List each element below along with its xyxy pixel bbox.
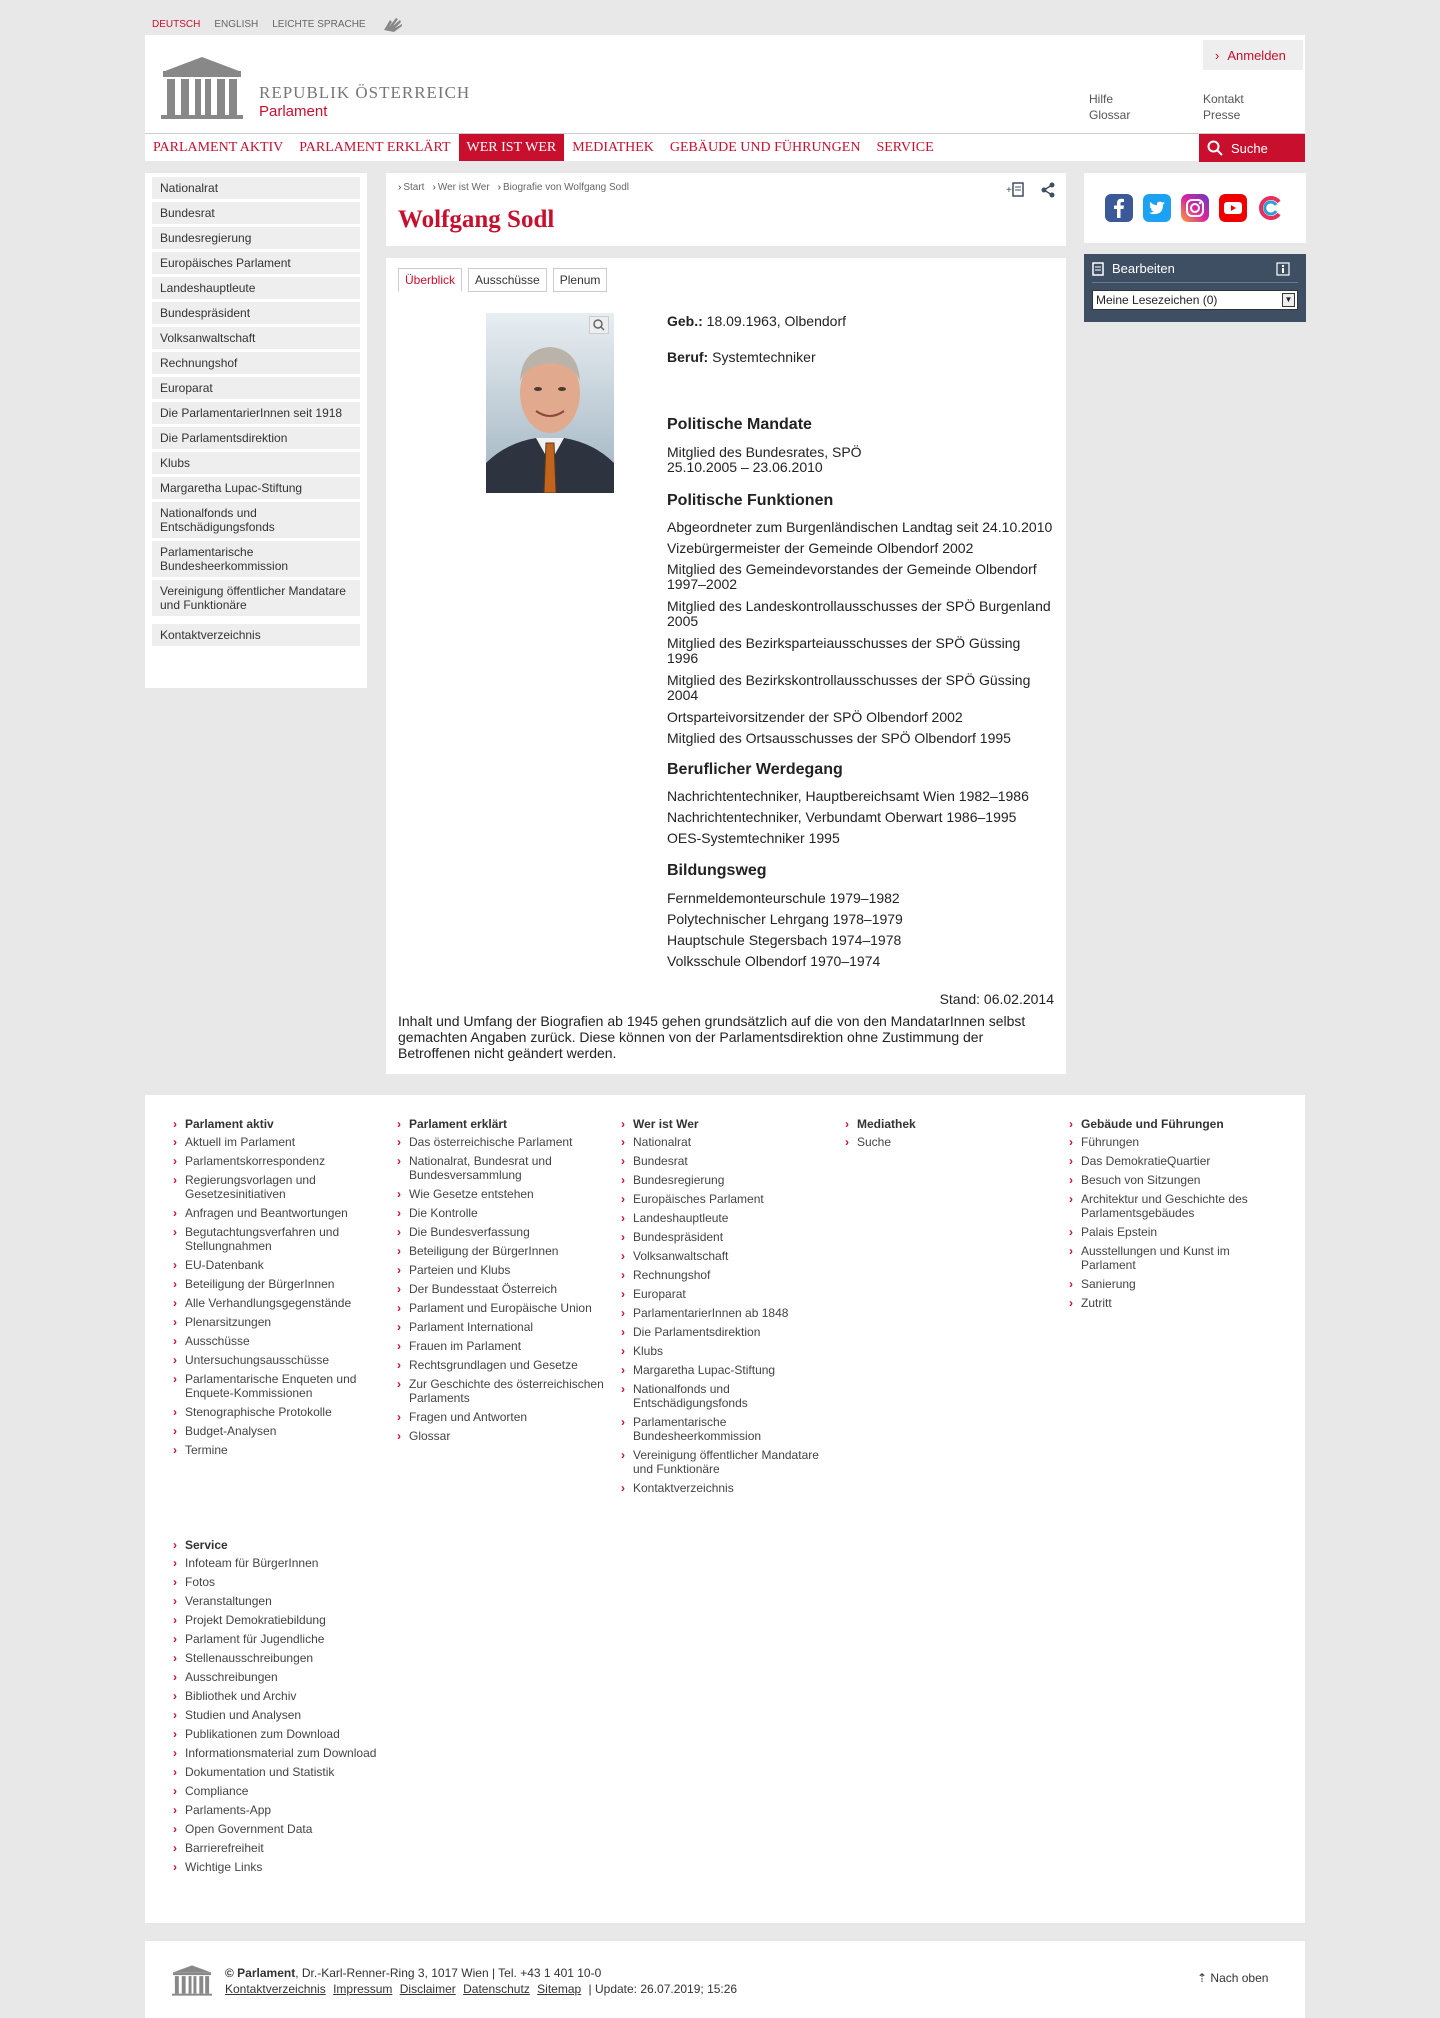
sidebar-item[interactable]: Rechnungshof xyxy=(152,352,360,374)
footer-column xyxy=(397,1117,607,1448)
bookmarks-select[interactable] xyxy=(1092,290,1298,310)
funktion-line: 1996 xyxy=(667,650,699,666)
profession-line xyxy=(667,350,816,365)
funktion-line: 2004 xyxy=(667,687,699,703)
parliament-logo-small-icon[interactable] xyxy=(171,1964,213,1996)
page-title: Wolfgang Sodl xyxy=(398,206,555,233)
footer-link[interactable]: › Margaretha Lupac-Stiftung xyxy=(621,1363,831,1377)
search-icon xyxy=(1207,140,1223,156)
footer-heading[interactable]: › Mediathek xyxy=(845,1117,1055,1131)
bildung-line: Hauptschule Stegersbach 1974–1978 xyxy=(667,932,902,948)
site-header xyxy=(145,35,1305,133)
info-icon[interactable] xyxy=(1276,262,1290,276)
footer-link[interactable]: › Rechnungshof xyxy=(621,1268,831,1282)
footer-link[interactable]: › Bundesregierung xyxy=(621,1173,831,1187)
arrow-up-icon: ⇡ xyxy=(1197,1971,1208,1985)
footer-link[interactable]: › Bundesrat xyxy=(621,1154,831,1168)
search-label: Suche xyxy=(1231,140,1268,156)
footer-link[interactable]: › Veranstaltungen xyxy=(173,1594,383,1608)
podcast-icon[interactable] xyxy=(1257,194,1285,222)
sidebar-item[interactable]: Volksanwaltschaft xyxy=(152,327,360,349)
footer-link[interactable]: › Architektur und Geschichte des Parlamentsgebäudes xyxy=(1069,1192,1279,1220)
footer-link[interactable]: › Parlaments-App xyxy=(173,1803,383,1817)
footer-link[interactable]: › Nationalrat, Bundesrat und Bundesversammlung xyxy=(397,1154,607,1182)
language-bar xyxy=(152,14,406,34)
footer-heading[interactable]: › Gebäude und Führungen xyxy=(1069,1117,1279,1131)
sidebar-item[interactable]: Nationalrat xyxy=(152,177,360,199)
footer-link[interactable]: › Budget-Analysen xyxy=(173,1424,383,1438)
footer-link[interactable]: › Parlamentarische Bundesheerkommission xyxy=(621,1415,831,1443)
update-info: | Update: 26.07.2019; 15:26 xyxy=(588,1982,738,1996)
help-link[interactable]: Hilfe xyxy=(1089,92,1114,106)
funktion-line: Abgeordneter zum Burgenländischen Landtag seit 24.10.2010 xyxy=(667,519,1053,535)
footer-link[interactable]: › Palais Epstein xyxy=(1069,1225,1279,1239)
divider xyxy=(1092,282,1298,283)
footer-link[interactable]: › Open Government Data xyxy=(173,1822,383,1836)
footer-link[interactable]: › Informationsmaterial zum Download xyxy=(173,1746,383,1760)
edit-label[interactable]: Bearbeiten xyxy=(1112,261,1175,276)
footer-column xyxy=(845,1117,1055,1154)
sidebar-item[interactable]: Klubs xyxy=(152,452,360,474)
nav-wer-ist-wer[interactable]: WER IST WER xyxy=(459,134,565,161)
footer-column xyxy=(1069,1117,1279,1315)
sign-language-icon[interactable] xyxy=(380,14,406,34)
bottom-bar xyxy=(145,1941,1305,2018)
profession-value: Systemtechniker xyxy=(712,349,816,365)
footer-link[interactable]: › Fragen und Antworten xyxy=(397,1410,607,1424)
logo-subtitle: Parlament xyxy=(259,103,328,120)
footer-link[interactable]: › Fotos xyxy=(173,1575,383,1589)
portrait-photo[interactable] xyxy=(486,313,614,493)
tab-bar xyxy=(398,268,607,292)
footer-link[interactable]: › Bibliothek und Archiv xyxy=(173,1689,383,1703)
tab-ausschuesse[interactable]: Ausschüsse xyxy=(468,268,547,292)
address: , Dr.-Karl-Renner-Ring 3, 1017 Wien | Tel. +43 1 401 10-0 xyxy=(295,1966,602,1980)
footer-link[interactable]: › Bundespräsident xyxy=(621,1230,831,1244)
footer-link[interactable]: › Die Bundesverfassung xyxy=(397,1225,607,1239)
footer-heading[interactable]: › Parlament aktiv xyxy=(173,1117,383,1131)
footer-link[interactable]: › Vereinigung öffentlicher Mandatare und Funktionäre xyxy=(621,1448,831,1476)
sidebar-item[interactable]: Europarat xyxy=(152,377,360,399)
funktion-line: 2005 xyxy=(667,613,699,629)
footer-link[interactable]: › Aktuell im Parlament xyxy=(173,1135,383,1149)
sidebar-item[interactable]: Europäisches Parlament xyxy=(152,252,360,274)
contact-link[interactable]: Kontakt xyxy=(1203,92,1244,106)
chevron-right-icon: › xyxy=(1215,47,1220,63)
footer-link-sitemap[interactable]: Sitemap xyxy=(537,1982,582,1996)
sidebar-item[interactable]: Die Parlamentsdirektion xyxy=(152,427,360,449)
footer-link[interactable]: › Volksanwaltschaft xyxy=(621,1249,831,1263)
footer-link-impressum[interactable]: Impressum xyxy=(333,1982,393,1996)
footer-link[interactable]: › ParlamentarierInnen ab 1848 xyxy=(621,1306,831,1320)
sidebar-item[interactable]: Margaretha Lupac-Stiftung xyxy=(152,477,360,499)
footer-link[interactable]: › Wichtige Links xyxy=(173,1860,383,1874)
title-panel xyxy=(386,173,1066,246)
footer-column xyxy=(173,1538,383,1879)
werdegang-line: OES-Systemtechniker 1995 xyxy=(667,830,840,846)
footer-link[interactable]: › Europarat xyxy=(621,1287,831,1301)
bildung-line: Fernmeldemonteurschule 1979–1982 xyxy=(667,890,900,906)
funktion-line: Mitglied des Bezirkskontrollausschusses der SPÖ Güssing xyxy=(667,672,1031,688)
mandate-line: 25.10.2005 – 23.06.2010 xyxy=(667,459,823,475)
parliament-logo-icon[interactable] xyxy=(159,55,245,119)
funktion-line: Ortsparteivorsitzender der SPÖ Olbendorf 2002 xyxy=(667,709,963,725)
nav-mediathek[interactable]: MEDIATHEK xyxy=(572,139,654,155)
logo-title: REPUBLIK ÖSTERREICH xyxy=(259,83,471,102)
footer-link[interactable]: › EU-Datenbank xyxy=(173,1258,383,1272)
bio-disclaimer: Inhalt und Umfang der Biografien ab 1945 gehen grundsätzlich auf die von den MandatarInnen selbst gemachten Angaben zurück. Diese können von der Parlamentsdirektion ohne Zustimmung der Betroffenen nicht geändert werden. xyxy=(398,1013,1026,1061)
facebook-icon[interactable] xyxy=(1105,194,1133,222)
breadcrumb-start[interactable]: › Start xyxy=(398,182,424,193)
footer-link[interactable]: › Ausstellungen und Kunst im Parlament xyxy=(1069,1244,1279,1272)
footer-link[interactable]: › Parlamentskorrespondenz xyxy=(173,1154,383,1168)
lang-english[interactable]: ENGLISH xyxy=(214,18,259,30)
footer-link[interactable]: › Stellenausschreibungen xyxy=(173,1651,383,1665)
breadcrumb xyxy=(398,182,629,193)
birth-value: 18.09.1963, Olbendorf xyxy=(706,313,847,329)
nav-service[interactable]: SERVICE xyxy=(876,139,934,155)
heading-bildung: Bildungsweg xyxy=(667,862,767,879)
footer-link[interactable]: › Zutritt xyxy=(1069,1296,1279,1310)
footer-legal xyxy=(225,1965,737,1997)
login-label: Anmelden xyxy=(1227,47,1286,63)
stand-date: Stand: 06.02.2014 xyxy=(939,991,1054,1007)
footer-heading[interactable]: › Parlament erklärt xyxy=(397,1117,607,1131)
footer-link[interactable]: › Die Kontrolle xyxy=(397,1206,607,1220)
footer-column xyxy=(621,1117,831,1500)
sidebar-item[interactable]: Die ParlamentarierInnen seit 1918 xyxy=(152,402,360,424)
footer-link[interactable]: › Ausschüsse xyxy=(173,1334,383,1348)
nav-parlament-aktiv[interactable]: PARLAMENT AKTIV xyxy=(153,139,284,155)
footer-link[interactable]: › Anfragen und Beantwortungen xyxy=(173,1206,383,1220)
footer-link[interactable]: › Suche xyxy=(845,1135,1055,1149)
footer-link[interactable]: › Sanierung xyxy=(1069,1277,1279,1291)
footer-link[interactable]: › Das DemokratieQuartier xyxy=(1069,1154,1279,1168)
sidebar-item[interactable]: Nationalfonds und Entschädigungsfonds xyxy=(152,502,360,538)
footer-link[interactable]: › Termine xyxy=(173,1443,383,1457)
youtube-icon[interactable] xyxy=(1219,194,1247,222)
footer-link[interactable]: › Alle Verhandlungsgegenstände xyxy=(173,1296,383,1310)
footer-link[interactable]: › Die Parlamentsdirektion xyxy=(621,1325,831,1339)
footer-link[interactable]: › Beteiligung der BürgerInnen xyxy=(173,1277,383,1291)
footer-link[interactable]: › Führungen xyxy=(1069,1135,1279,1149)
footer-link[interactable]: › Parlament für Jugendliche xyxy=(173,1632,383,1646)
breadcrumb-wer-ist-wer[interactable]: › Wer ist Wer xyxy=(432,182,489,193)
svg-text:+: + xyxy=(1006,185,1012,196)
footer-link-datenschutz[interactable]: Datenschutz xyxy=(463,1982,530,1996)
biography-panel xyxy=(386,258,1066,1074)
profession-label: Beruf: xyxy=(667,349,709,365)
footer-heading[interactable]: › Wer ist Wer xyxy=(621,1117,831,1131)
footer-link[interactable]: › Compliance xyxy=(173,1784,383,1798)
footer-link[interactable]: › Projekt Demokratiebildung xyxy=(173,1613,383,1627)
heading-werdegang: Beruflicher Werdegang xyxy=(667,761,843,778)
nav-gebaeude-fuehrungen[interactable]: GEBÄUDE UND FÜHRUNGEN xyxy=(669,139,861,155)
footer-link[interactable]: › Landeshauptleute xyxy=(621,1211,831,1225)
footer-column xyxy=(173,1117,383,1462)
bookmarks-select-value: Meine Lesezeichen (0) xyxy=(1096,293,1218,307)
footer-link-disclaimer[interactable]: Disclaimer xyxy=(399,1982,456,1996)
add-bookmark-icon[interactable] xyxy=(1006,181,1026,199)
twitter-icon[interactable] xyxy=(1143,194,1171,222)
footer-link[interactable]: › Rechtsgrundlagen und Gesetze xyxy=(397,1358,607,1372)
search-button[interactable] xyxy=(1199,134,1305,162)
footer-link[interactable]: › Stenographische Protokolle xyxy=(173,1405,383,1419)
footer-link[interactable]: › Frauen im Parlament xyxy=(397,1339,607,1353)
footer-link[interactable]: › Das österreichische Parlament xyxy=(397,1135,607,1149)
mandate-line: Mitglied des Bundesrates, SPÖ xyxy=(667,444,862,460)
footer-link[interactable]: › Parlament und Europäische Union xyxy=(397,1301,607,1315)
funktion-line: Mitglied des Bezirksparteiausschusses der SPÖ Güssing xyxy=(667,635,1021,651)
site-footer xyxy=(145,1095,1305,1923)
util-links-left xyxy=(1089,91,1130,123)
birth-label: Geb.: xyxy=(667,313,703,329)
footer-link[interactable]: › Wie Gesetze entstehen xyxy=(397,1187,607,1201)
funktion-line: Mitglied des Landeskontrollausschusses der SPÖ Burgenland xyxy=(667,598,1051,614)
sidebar-item[interactable]: Landeshauptleute xyxy=(152,277,360,299)
footer-link[interactable]: › Ausschreibungen xyxy=(173,1670,383,1684)
lang-deutsch[interactable]: DEUTSCH xyxy=(152,18,201,30)
portrait-image xyxy=(486,313,614,493)
bookmark-list-icon xyxy=(1092,262,1104,276)
util-links-right xyxy=(1203,91,1244,123)
funktion-line: Vizebürgermeister der Gemeinde Olbendorf 2002 xyxy=(667,540,974,556)
sidebar-item[interactable]: Parlamentarische Bundesheerkommission xyxy=(152,541,360,577)
footer-link[interactable]: › Infoteam für BürgerInnen xyxy=(173,1556,383,1570)
sidebar-nav xyxy=(145,173,367,688)
footer-link[interactable]: › Der Bundesstaat Österreich xyxy=(397,1282,607,1296)
lang-leichte-sprache[interactable]: LEICHTE SPRACHE xyxy=(272,18,366,30)
footer-link[interactable]: › Publikationen zum Download xyxy=(173,1727,383,1741)
footer-link[interactable]: › Nationalfonds und Entschädigungsfonds xyxy=(621,1382,831,1410)
tab-ueberblick[interactable]: Überblick xyxy=(398,268,462,292)
footer-link[interactable]: › Zur Geschichte des österreichischen Parlaments xyxy=(397,1377,607,1405)
footer-link[interactable]: › Barrierefreiheit xyxy=(173,1841,383,1855)
sidebar-item[interactable]: Kontaktverzeichnis xyxy=(152,624,360,646)
sidebar-item[interactable]: Vereinigung öffentlicher Mandatare und Funktionäre xyxy=(152,580,360,616)
funktion-line: Mitglied des Ortsausschusses der SPÖ Olbendorf 1995 xyxy=(667,730,1011,746)
sidebar-item[interactable]: Bundesrat xyxy=(152,202,360,224)
copyright: © Parlament xyxy=(225,1966,296,1980)
footer-link[interactable]: › Parlamentarische Enqueten und Enquete-Kommissionen xyxy=(173,1372,383,1400)
footer-link[interactable]: › Kontaktverzeichnis xyxy=(621,1481,831,1495)
breadcrumb-current: › Biografie von Wolfgang Sodl xyxy=(498,182,629,193)
press-link[interactable]: Presse xyxy=(1203,108,1241,122)
heading-funktionen: Politische Funktionen xyxy=(667,492,834,509)
footer-link[interactable]: › Parlament International xyxy=(397,1320,607,1334)
sidebar-item[interactable]: Bundesregierung xyxy=(152,227,360,249)
back-to-top-label: Nach oben xyxy=(1210,1971,1269,1985)
funktion-line: Mitglied des Gemeindevorstandes der Gemeinde Olbendorf xyxy=(667,561,1037,577)
werdegang-line: Nachrichtentechniker, Verbundamt Oberwart 1986–1995 xyxy=(667,809,1017,825)
footer-link[interactable]: › Beteiligung der BürgerInnen xyxy=(397,1244,607,1258)
nav-parlament-erklaert[interactable]: PARLAMENT ERKLÄRT xyxy=(299,139,451,155)
footer-link[interactable]: › Begutachtungsverfahren und Stellungnahmen xyxy=(173,1225,383,1253)
footer-link[interactable]: › Untersuchungsausschüsse xyxy=(173,1353,383,1367)
birth-line xyxy=(667,314,846,329)
back-to-top-link[interactable] xyxy=(1197,1971,1268,1985)
footer-link[interactable]: › Parteien und Klubs xyxy=(397,1263,607,1277)
login-button[interactable] xyxy=(1203,40,1303,70)
werdegang-line: Nachrichtentechniker, Hauptbereichsamt Wien 1982–1986 xyxy=(667,788,1029,804)
bildung-line: Volksschule Olbendorf 1970–1974 xyxy=(667,953,881,969)
sidebar-item[interactable]: Bundespräsident xyxy=(152,302,360,324)
zoom-icon[interactable] xyxy=(589,316,609,334)
footer-link[interactable]: › Klubs xyxy=(621,1344,831,1358)
footer-link[interactable]: › Plenarsitzungen xyxy=(173,1315,383,1329)
heading-mandate: Politische Mandate xyxy=(667,416,812,433)
footer-link[interactable]: › Dokumentation und Statistik xyxy=(173,1765,383,1779)
footer-link[interactable]: › Regierungsvorlagen und Gesetzesinitiativen xyxy=(173,1173,383,1201)
share-icon[interactable] xyxy=(1040,181,1056,199)
edit-panel xyxy=(1084,254,1306,322)
footer-link[interactable]: › Glossar xyxy=(397,1429,607,1443)
footer-link[interactable]: › Nationalrat xyxy=(621,1135,831,1149)
footer-link[interactable]: › Europäisches Parlament xyxy=(621,1192,831,1206)
main-nav xyxy=(145,133,1305,161)
footer-heading[interactable]: › Service xyxy=(173,1538,383,1552)
footer-link-kontaktverzeichnis[interactable]: Kontaktverzeichnis xyxy=(225,1982,326,1996)
footer-link[interactable]: › Studien und Analysen xyxy=(173,1708,383,1722)
footer-link[interactable]: › Besuch von Sitzungen xyxy=(1069,1173,1279,1187)
tab-plenum[interactable]: Plenum xyxy=(553,268,608,292)
social-links xyxy=(1084,173,1306,243)
page-tools xyxy=(1006,181,1056,199)
funktion-line: 1997–2002 xyxy=(667,576,738,592)
glossary-link[interactable]: Glossar xyxy=(1089,108,1131,122)
instagram-icon[interactable] xyxy=(1181,194,1209,222)
bildung-line: Polytechnischer Lehrgang 1978–1979 xyxy=(667,911,903,927)
chevron-down-icon: ▼ xyxy=(1282,293,1295,307)
